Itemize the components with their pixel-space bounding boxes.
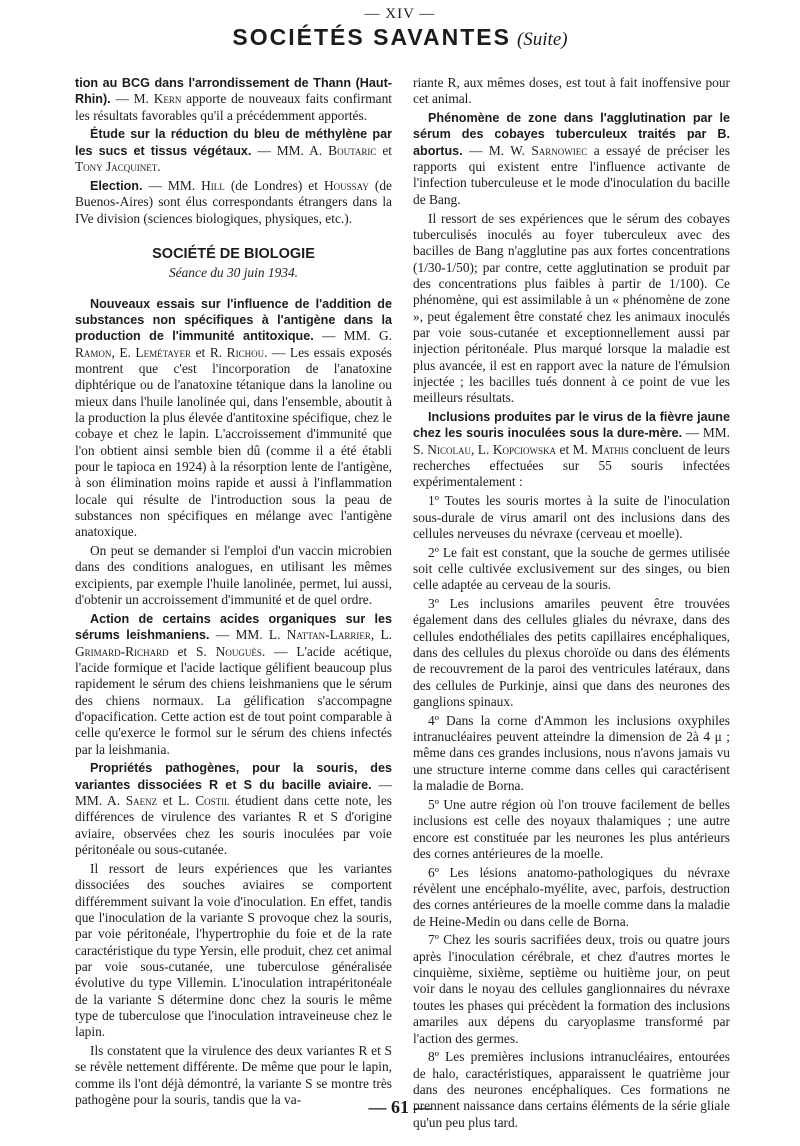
- right-column: [413, 75, 730, 1133]
- author-name: Saenz: [125, 793, 158, 809]
- author-name: Nattan-Larrier: [286, 627, 371, 643]
- list-item: 3º Les inclusions amariles peuvent être trouvées également dans des cellules gliales du névraxe, dans des cellules endothéliales des petits capillaires encéphaliques, dans des cellules du plexus choroïde ou dans des éléments de recouvrement de la paroi des ventricules latéraux, dans des cellules de Purkinje, ainsi que dans des neurones des ganglions spinaux.: [413, 596, 730, 710]
- author-name: Mathis: [591, 441, 629, 457]
- paragraph-text: . — L'acide acétique, l'acide formique et l'acide lactique gélifient beaucoup plus rapidement le sérum des chiens leishmaniens que le sérum des chiens normaux. La gélification s'accompagne d'opacification. Cette action est de tout point comparable à celle qu'exerce le formol sur le sérum des chiens infectés par la leishmania.: [75, 643, 392, 757]
- paragraph-inclusions: [413, 409, 730, 491]
- author-name: Nicolau: [427, 441, 471, 457]
- paragraph-text: et: [376, 142, 392, 158]
- paragraph-ressort-bang: Il ressort de ses expériences que le sérum des cobayes tuberculisés inoculés au foyer tuberculeux avec des bacilles de Bang n'agglutine pas aux fortes concentrations (1/30-1/50); par contre, cette agglutination se produit par des concentrations plus faibles à partir de 1/100). Ce phénomène, qui est assimilable à un « phénomène de zone », peut également être constaté chez les animaux inoculés par voie sous-cutanée et exceptionnellement aussi par injection péritonéale. Plus marqué lorsque la maladie est plus avancée, il est en rapport avec la nature de l'émulsion injectée ; les bacilles tués donnent à ce point de vue les meilleurs résultats.: [413, 210, 730, 406]
- paragraph-action-acides: [75, 611, 392, 758]
- author-name: Tony Jacquinet: [75, 159, 158, 175]
- paragraph-phenomene-zone: [413, 110, 730, 208]
- list-item: 1º Toutes les souris mortes à la suite de l'inoculation sous-durale de virus amaril ont des inclusions dans des cellules nerveuses du névraxe (cerveau et moelle).: [413, 493, 730, 541]
- paragraph-dash: — M. W.: [462, 142, 532, 158]
- author-name: Grimard-Richard: [75, 643, 169, 659]
- section-date: Séance du 30 juin 1934.: [168, 265, 299, 281]
- page-title-main: SOCIÉTÉS SAVANTES: [232, 24, 511, 50]
- paragraph-text: et R.: [191, 344, 227, 360]
- paragraph-text: et L.: [157, 793, 196, 809]
- list-item: 4º Dans la corne d'Ammon les inclusions oxyphiles intranucléaires peuvent atteindre la dimension de 2à 4 μ ; même dans ces grandes inclusions, nous n'avons jamais vu une structure interne comme dans celles qui caractérisent la maladie de Borna.: [413, 712, 730, 794]
- list-item: 5º Une autre région où l'on trouve facilement de belles inclusions est celle des noyaux thalamiques ; une autre encore est constituée par les neurones les plus antérieurs des cornes antérieures de la moelle.: [413, 796, 730, 861]
- author-name: Richou: [226, 344, 265, 360]
- author-name: Hill: [201, 177, 225, 193]
- paragraph-vaccin: On peut se demander si l'emploi d'un vaccin microbien dans des conditions analogues, en utilisant les mêmes excipients, par exemple l'huile lanolinée, permet, lui aussi, d'obtenir un accroissement d'immunité et de quel ordre.: [75, 543, 392, 608]
- paragraph-text: concluent de leurs recherches effectuées sur 55 souris infectées expérimentalement :: [413, 441, 731, 490]
- paragraph-text: (de Londres) et: [224, 177, 324, 193]
- paragraph-dash: — MM. A.: [75, 776, 392, 809]
- paragraph-constatent: Ils constatent que la virulence des deux variantes R et S se révèle nettement différente. De même que pour le lapin, comme ils l'ont déjà démontré, la variante S se montre très pathogène pour la souris, tandis que la va-: [75, 1042, 392, 1108]
- paragraph-text: et S.: [168, 643, 216, 659]
- paragraph-text: apporte de nouveaux faits confirmant les résultats favorables qu'il a précédemment apportés.: [75, 91, 392, 123]
- paragraph-lead: Phénomène de zone dans l'agglutination par le sérum des cobayes tuberculeux traités par B. abortus.: [413, 111, 730, 158]
- paragraph-variante-continuation: riante R, aux mêmes doses, est tout à fait inoffensive pour cet animal.: [413, 75, 730, 107]
- author-name: Kern: [153, 91, 182, 107]
- paragraph-dash: — MM.: [142, 177, 202, 193]
- paragraph-dash: — MM. A.: [251, 142, 329, 158]
- page-header-roman-numeral: — XIV —: [364, 6, 436, 22]
- paragraph-etude: [75, 126, 392, 175]
- paragraph-election: [75, 178, 392, 227]
- paragraph-lead: Inclusions produites par le virus de la fièvre jaune chez les souris inoculées sous la dure-mère.: [413, 410, 730, 441]
- paragraph-text: (de Buenos-Aires) sont élus correspondants étrangers dans la IVe division (sciences biologiques, physiques, etc.).: [75, 177, 392, 226]
- list-item: 7º Chez les souris sacrifiées deux, trois ou quatre jours après l'inoculation cérébrale, et chez d'autres mortes le cinquième, sixième, septième ou huitième jour, on peut voir dans le noyau des cellules ganglionnaires du névraxe toutes les phases qui précèdent la formation des inclusions amariles aux dépens du caryoplasme transformé par l'action des germes.: [413, 932, 730, 1046]
- paragraph-ressort-aviaire: Il ressort de leurs expériences que les variantes dissociées des souches aviaires se comportent différemment suivant la voie d'inoculation. En effet, tandis que l'inoculation de la variante S provoque chez la souris, par voie péritonéale, l'hypertrophie du foie et de la rate caractéristique du type Yersin, elle produit, chez cet animal par voie sous-cutanée, une tuberculose généralisée évolutive du type Villemin. L'inoculation intrapéritonéale de la variante S détermine donc chez la souris le même type de tuberculose que l'inoculation intraveineuse chez le lapin.: [75, 860, 392, 1040]
- paragraph-lead: Étude sur la réduction du bleu de méthylène par les sucs et tissus végétaux.: [75, 127, 392, 158]
- paragraph-bcg-continuation: [75, 75, 392, 124]
- paragraph-dash: — MM. G.: [313, 328, 392, 344]
- paragraph-lead: tion au BCG dans l'arrondissement de Thann (Haut-Rhin).: [75, 76, 392, 107]
- paragraph-text: .: [157, 159, 161, 175]
- page-number: — 61 —: [368, 1097, 432, 1117]
- paragraph-lead: Propriétés pathogènes, pour la souris, des variantes dissociées R et S du bacille aviaire.: [75, 761, 392, 792]
- author-name: Sarnowiec: [531, 142, 588, 158]
- paragraph-nouveaux-essais: [75, 296, 392, 541]
- left-column: [75, 75, 392, 1111]
- author-name: Costil: [195, 793, 230, 809]
- author-name: Ramon: [75, 344, 112, 360]
- paragraph-dash: — M.: [110, 91, 154, 107]
- page-title-suite: (Suite): [516, 29, 568, 50]
- paragraph-lead: Action de certains acides organiques sur les sérums leishmaniens.: [75, 611, 392, 643]
- paragraph-proprietes: [75, 760, 392, 858]
- paragraph-text: , L.: [370, 627, 392, 643]
- author-name: Kopciowska: [492, 441, 557, 457]
- page-title: [0, 24, 800, 51]
- paragraph-text: . — Les essais exposés montrent que c'est l'incorporation de l'anatoxine diphtérique ou de l'anatoxine tétanique dans la lanoline ou mieux dans l'huile lanolinée qui, dans l'ensemble, aboutit à la production la plus élevée d'antitoxine spécifique, chez le cobaye et chez le lapin. L'accroissement d'immunité que l'on obtient ainsi semble bien dû (comme il a été établi pour le tapioca en 1924) à la résorption lente de l'antigène, à son élimination moins rapide et aussi à l'inflammation locale qui résulte de l'introduction sous la peau de substances non spécifiques en mélange avec l'antigène anatoxique.: [75, 344, 392, 540]
- author-name: Boutaric: [328, 142, 377, 158]
- list-item: 2º Le fait est constant, que la souche de germes utilisée soit celle cultivée exclusivement sur des singes, ou bien celle adaptée au cerveau de la souris.: [413, 544, 730, 593]
- paragraph-text: a essayé de préciser les rapports qui existent entre l'influence activante de l'infection tuberculeuse et le mode d'inoculation du bacille de Bang.: [413, 142, 730, 207]
- paragraph-dash: — MM. S.: [413, 425, 730, 457]
- paragraph-lead: Nouveaux essais sur l'influence de l'addition de substances non spécifiques à l'antigène dans la production de l'immunité antitoxique.: [75, 296, 392, 344]
- author-name: Nouguès: [215, 643, 262, 659]
- author-name: Houssay: [324, 177, 369, 193]
- author-name: Lemétayer: [135, 344, 192, 360]
- paragraph-lead: Election.: [90, 178, 143, 193]
- list-item: 6º Les lésions anatomo-pathologiques du névraxe révèlent une encéphalo-myélite, avec, parfois, destruction des cornes antérieures de la moelle comme dans la maladie de Heine-Medin ou dans celle de Borna.: [413, 864, 730, 929]
- paragraph-text: et M.: [556, 441, 592, 457]
- paragraph-text: , L.: [470, 441, 493, 457]
- section-heading: SOCIÉTÉ DE BIOLOGIE: [152, 245, 315, 262]
- paragraph-text: , E.: [111, 344, 136, 360]
- paragraph-text: étudient dans cette note, les différences de virulence des variantes R et S d'origine aviaire, observées chez les souris inoculées par voie péritonéale ou sous-cutanée.: [75, 793, 393, 858]
- list-item: 8º Les premières inclusions intranucléaires, entourées de halo, caractéristiques, apparaissent le quatrième jour dans des neurones encéphaliques. Ces formations ne prennent naissance dans certains éléments de la série gliale qu'un peu plus tard.: [413, 1049, 730, 1130]
- paragraph-dash: — MM. L.: [209, 627, 287, 643]
